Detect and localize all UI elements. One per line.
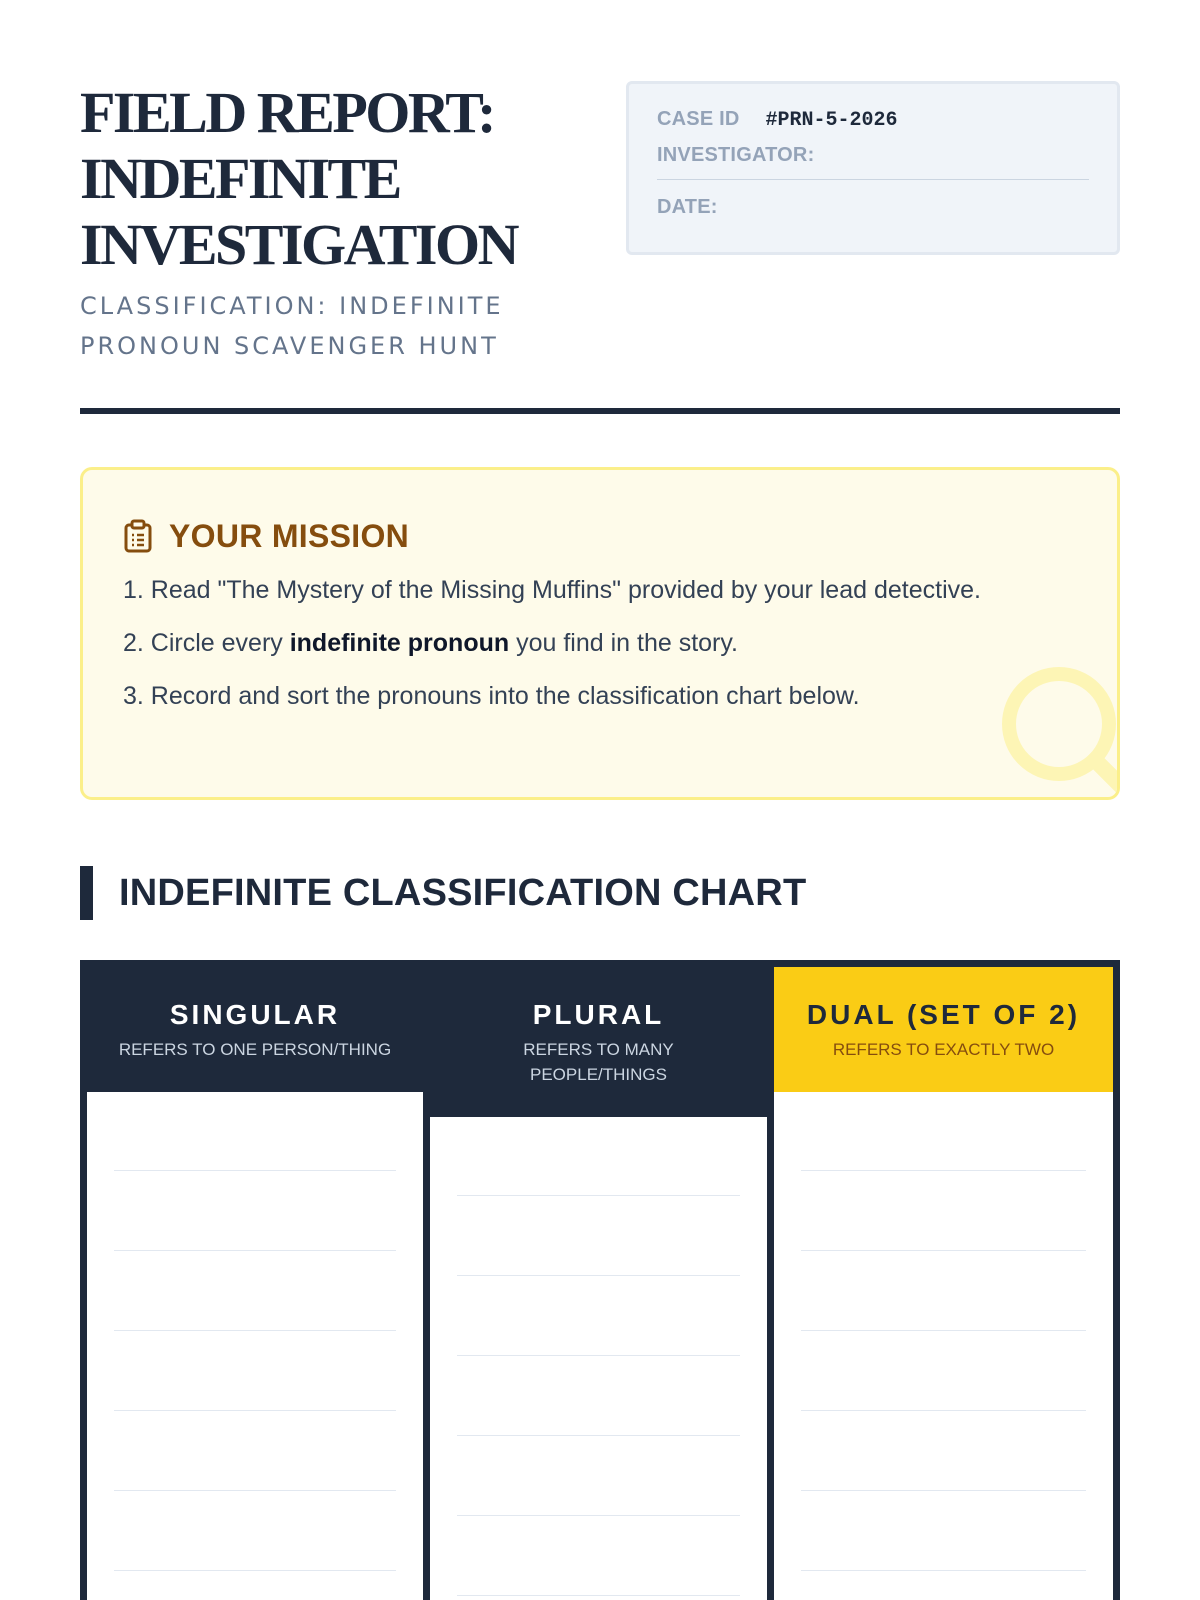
case-id-row [657, 108, 1089, 144]
writing-line [801, 1330, 1086, 1331]
clipboard-icon [123, 519, 153, 553]
step-2-emphasis: indefinite pronoun [289, 629, 510, 657]
writing-line [114, 1330, 396, 1331]
writing-line [457, 1195, 740, 1196]
writing-line [801, 1490, 1086, 1491]
case-id-value: #PRN-5-2026 [765, 109, 898, 132]
column-description: REFERS TO MANY PEOPLE/THINGS [523, 1040, 674, 1084]
writing-line [801, 1570, 1086, 1571]
writing-line [801, 1170, 1086, 1171]
writing-line [457, 1435, 740, 1436]
mission-step-1: 1. Read "The Mystery of the Missing Muffins" provided by your lead detective. [123, 576, 981, 604]
column-title: PLURAL [532, 999, 665, 1030]
column-dual [774, 967, 1113, 1600]
page-subtitle: CLASSIFICATION: INDEFINITE PRONOUN SCAVENGER HUNT [80, 292, 504, 360]
page-title: FIELD REPORT: INDEFINITE INVESTIGATION [80, 80, 517, 277]
mission-steps [123, 570, 1077, 716]
report-header [80, 80, 1120, 414]
column-title: SINGULAR [169, 999, 341, 1030]
header-divider [80, 408, 1120, 414]
singular-writing-area[interactable] [87, 1092, 423, 1600]
case-info-box [626, 81, 1120, 255]
classification-chart [80, 960, 1120, 1600]
mission-header [123, 516, 1077, 556]
column-plural [430, 967, 767, 1600]
title-block [80, 80, 600, 366]
writing-line [114, 1490, 396, 1491]
mission-step-2 [123, 623, 1077, 663]
mission-step-3: 3. Record and sort the pronouns into the classification chart below. [123, 682, 860, 710]
step-2-suffix: you find in the story. [509, 629, 738, 657]
mission-box [80, 467, 1120, 800]
writing-line [457, 1275, 740, 1276]
writing-line [457, 1515, 740, 1516]
mission-title: YOUR MISSION [169, 517, 410, 554]
column-header [430, 967, 767, 1117]
date-field[interactable] [657, 180, 1089, 240]
column-description: REFERS TO ONE PERSON/THING [118, 1040, 392, 1059]
column-header [774, 967, 1113, 1092]
writing-line [114, 1170, 396, 1171]
writing-line [801, 1250, 1086, 1251]
step-2-prefix: 2. Circle every [123, 629, 290, 657]
investigator-label: INVESTIGATOR: [657, 144, 815, 166]
writing-line [457, 1355, 740, 1356]
section-accent-bar [80, 866, 93, 920]
writing-line [801, 1410, 1086, 1411]
column-title: DUAL (SET OF 2) [806, 999, 1081, 1030]
date-label: DATE: [657, 196, 718, 218]
chart-section-title: INDEFINITE CLASSIFICATION CHART [119, 871, 807, 914]
magnifying-glass-icon [995, 660, 1120, 800]
writing-line [114, 1410, 396, 1411]
column-singular [87, 967, 423, 1600]
writing-line [457, 1595, 740, 1596]
dual-writing-area[interactable] [774, 1092, 1113, 1600]
writing-line [114, 1570, 396, 1571]
chart-section-header [80, 866, 806, 920]
column-header [87, 967, 423, 1092]
column-description: REFERS TO EXACTLY TWO [832, 1040, 1055, 1059]
writing-line [114, 1250, 396, 1251]
plural-writing-area[interactable] [430, 1117, 767, 1600]
case-id-label: CASE ID [657, 108, 740, 130]
investigator-field[interactable] [657, 144, 1089, 180]
